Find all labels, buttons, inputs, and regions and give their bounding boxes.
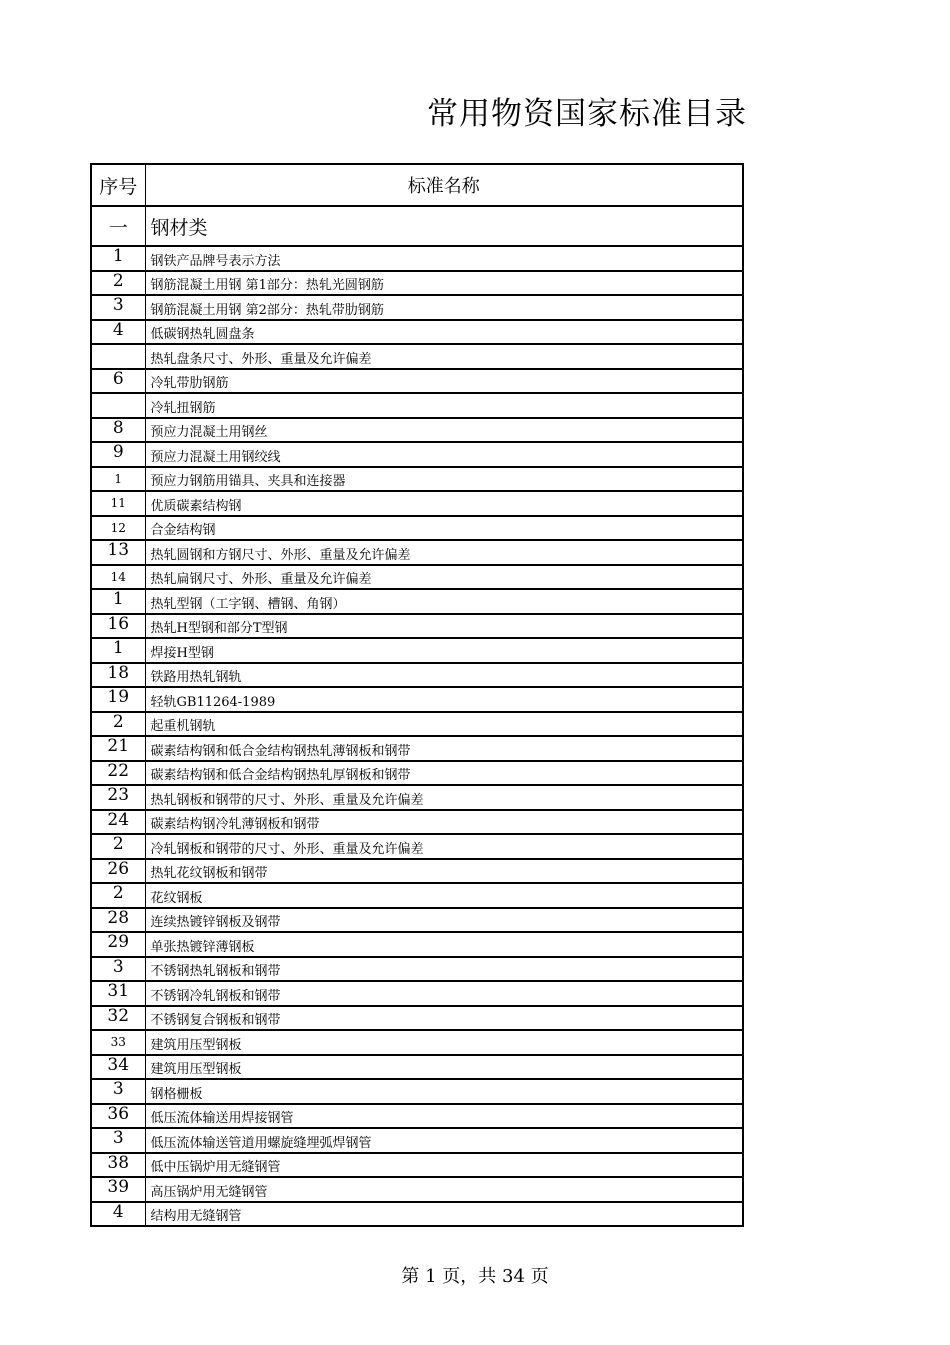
table-row <box>91 957 743 982</box>
row-standard-name: 合金结构钢 <box>145 516 743 541</box>
row-serial-number: 18 <box>91 663 145 688</box>
table-row <box>91 1006 743 1031</box>
row-serial-number: 22 <box>91 761 145 786</box>
table-row <box>91 565 743 590</box>
table-row <box>91 1128 743 1153</box>
table-row <box>91 271 743 296</box>
row-standard-name: 低压流体输送管道用螺旋缝埋弧焊钢管 <box>145 1128 743 1153</box>
table-row <box>91 418 743 443</box>
row-serial-number: 2 <box>91 712 145 737</box>
row-standard-name: 低中压锅炉用无缝钢管 <box>145 1153 743 1178</box>
row-standard-name: 不锈钢冷轧钢板和钢带 <box>145 981 743 1006</box>
table-row <box>91 859 743 884</box>
table-row <box>91 344 743 369</box>
row-serial-number: 31 <box>91 981 145 1006</box>
row-serial-number: 2 <box>91 834 145 859</box>
row-standard-name: 预应力混凝土用钢丝 <box>145 418 743 443</box>
row-serial-number: 2 <box>91 883 145 908</box>
row-standard-name: 钢铁产品牌号表示方法 <box>145 246 743 271</box>
row-standard-name: 热轧型钢（工字钢、槽钢、角钢） <box>145 589 743 614</box>
header-standard-name: 标准名称 <box>145 164 743 206</box>
category-number: 一 <box>91 206 145 246</box>
table-row <box>91 932 743 957</box>
table-row <box>91 1104 743 1129</box>
row-standard-name: 单张热镀锌薄钢板 <box>145 932 743 957</box>
table-row <box>91 663 743 688</box>
row-standard-name: 花纹钢板 <box>145 883 743 908</box>
table-row <box>91 712 743 737</box>
table-row <box>91 981 743 1006</box>
table-row <box>91 540 743 565</box>
row-standard-name: 焊接H型钢 <box>145 638 743 663</box>
row-serial-number: 14 <box>91 565 145 590</box>
row-serial-number: 1 <box>91 638 145 663</box>
row-serial-number: 36 <box>91 1104 145 1129</box>
row-standard-name: 冷轧钢板和钢带的尺寸、外形、重量及允许偏差 <box>145 834 743 859</box>
row-standard-name: 钢筋混凝土用钢 第2部分：热轧带肋钢筋 <box>145 295 743 320</box>
table-row <box>91 908 743 933</box>
row-serial-number: 12 <box>91 516 145 541</box>
table-row <box>91 1079 743 1104</box>
row-serial-number: 28 <box>91 908 145 933</box>
table-row <box>91 1202 743 1227</box>
row-serial-number: 21 <box>91 736 145 761</box>
table-row <box>91 810 743 835</box>
row-standard-name: 热轧花纹钢板和钢带 <box>145 859 743 884</box>
row-standard-name: 热轧圆钢和方钢尺寸、外形、重量及允许偏差 <box>145 540 743 565</box>
table-row <box>91 736 743 761</box>
table-row <box>91 442 743 467</box>
row-serial-number: 6 <box>91 369 145 394</box>
row-serial-number: 24 <box>91 810 145 835</box>
table-row <box>91 883 743 908</box>
table-row <box>91 491 743 516</box>
row-standard-name: 轻轨GB11264-1989 <box>145 687 743 712</box>
table-row <box>91 1153 743 1178</box>
table-row <box>91 295 743 320</box>
row-serial-number: 1 <box>91 467 145 492</box>
row-serial-number: 11 <box>91 491 145 516</box>
row-serial-number: 23 <box>91 785 145 810</box>
row-serial-number: 29 <box>91 932 145 957</box>
table-row <box>91 1055 743 1080</box>
table-row <box>91 320 743 345</box>
table-row <box>91 834 743 859</box>
row-standard-name: 碳素结构钢冷轧薄钢板和钢带 <box>145 810 743 835</box>
header-serial-number: 序号 <box>91 164 145 206</box>
row-serial-number: 1 <box>91 246 145 271</box>
row-standard-name: 不锈钢复合钢板和钢带 <box>145 1006 743 1031</box>
table-row <box>91 589 743 614</box>
row-standard-name: 低压流体输送用焊接钢管 <box>145 1104 743 1129</box>
table-row <box>91 246 743 271</box>
row-serial-number: 19 <box>91 687 145 712</box>
row-serial-number: 13 <box>91 540 145 565</box>
row-standard-name: 起重机钢轨 <box>145 712 743 737</box>
category-name: 钢材类 <box>145 206 743 246</box>
row-serial-number: 39 <box>91 1177 145 1202</box>
table-row <box>91 687 743 712</box>
row-standard-name: 热轧扁钢尺寸、外形、重量及允许偏差 <box>145 565 743 590</box>
row-standard-name: 高压锅炉用无缝钢管 <box>145 1177 743 1202</box>
table-row <box>91 516 743 541</box>
row-standard-name: 热轧钢板和钢带的尺寸、外形、重量及允许偏差 <box>145 785 743 810</box>
table-row <box>91 614 743 639</box>
row-serial-number: 8 <box>91 418 145 443</box>
standards-table-body <box>91 164 743 1226</box>
table-row <box>91 785 743 810</box>
page-footer: 第 1 页，共 34 页 <box>401 1266 549 1287</box>
row-serial-number: 32 <box>91 1006 145 1031</box>
standards-table <box>90 163 744 1227</box>
row-standard-name: 热轧H型钢和部分T型钢 <box>145 614 743 639</box>
row-standard-name: 建筑用压型钢板 <box>145 1055 743 1080</box>
row-serial-number: 4 <box>91 320 145 345</box>
row-standard-name: 预应力钢筋用锚具、夹具和连接器 <box>145 467 743 492</box>
row-standard-name: 冷轧带肋钢筋 <box>145 369 743 394</box>
row-serial-number: 38 <box>91 1153 145 1178</box>
row-standard-name: 热轧盘条尺寸、外形、重量及允许偏差 <box>145 344 743 369</box>
table-row <box>91 393 743 418</box>
row-serial-number: 4 <box>91 1202 145 1227</box>
row-serial-number: 3 <box>91 957 145 982</box>
row-standard-name: 预应力混凝土用钢绞线 <box>145 442 743 467</box>
row-serial-number: 3 <box>91 295 145 320</box>
table-row <box>91 467 743 492</box>
table-row <box>91 1030 743 1055</box>
page-title: 常用物资国家标准目录 <box>427 96 747 132</box>
table-row <box>91 369 743 394</box>
row-serial-number <box>91 344 145 369</box>
table-row <box>91 761 743 786</box>
table-header-row <box>91 164 743 206</box>
row-standard-name: 钢格栅板 <box>145 1079 743 1104</box>
row-standard-name: 结构用无缝钢管 <box>145 1202 743 1227</box>
row-serial-number: 9 <box>91 442 145 467</box>
row-standard-name: 碳素结构钢和低合金结构钢热轧厚钢板和钢带 <box>145 761 743 786</box>
category-row <box>91 206 743 246</box>
row-serial-number: 2 <box>91 271 145 296</box>
row-standard-name: 连续热镀锌钢板及钢带 <box>145 908 743 933</box>
row-serial-number: 34 <box>91 1055 145 1080</box>
row-serial-number: 1 <box>91 589 145 614</box>
table-row <box>91 638 743 663</box>
row-serial-number: 26 <box>91 859 145 884</box>
row-standard-name: 不锈钢热轧钢板和钢带 <box>145 957 743 982</box>
row-serial-number <box>91 393 145 418</box>
row-standard-name: 钢筋混凝土用钢 第1部分：热轧光圆钢筋 <box>145 271 743 296</box>
row-serial-number: 3 <box>91 1128 145 1153</box>
row-serial-number: 16 <box>91 614 145 639</box>
row-standard-name: 建筑用压型钢板 <box>145 1030 743 1055</box>
row-standard-name: 冷轧扭钢筋 <box>145 393 743 418</box>
table-row <box>91 1177 743 1202</box>
row-standard-name: 优质碳素结构钢 <box>145 491 743 516</box>
row-serial-number: 3 <box>91 1079 145 1104</box>
row-standard-name: 碳素结构钢和低合金结构钢热轧薄钢板和钢带 <box>145 736 743 761</box>
row-standard-name: 铁路用热轧钢轨 <box>145 663 743 688</box>
row-standard-name: 低碳钢热轧圆盘条 <box>145 320 743 345</box>
row-serial-number: 33 <box>91 1030 145 1055</box>
